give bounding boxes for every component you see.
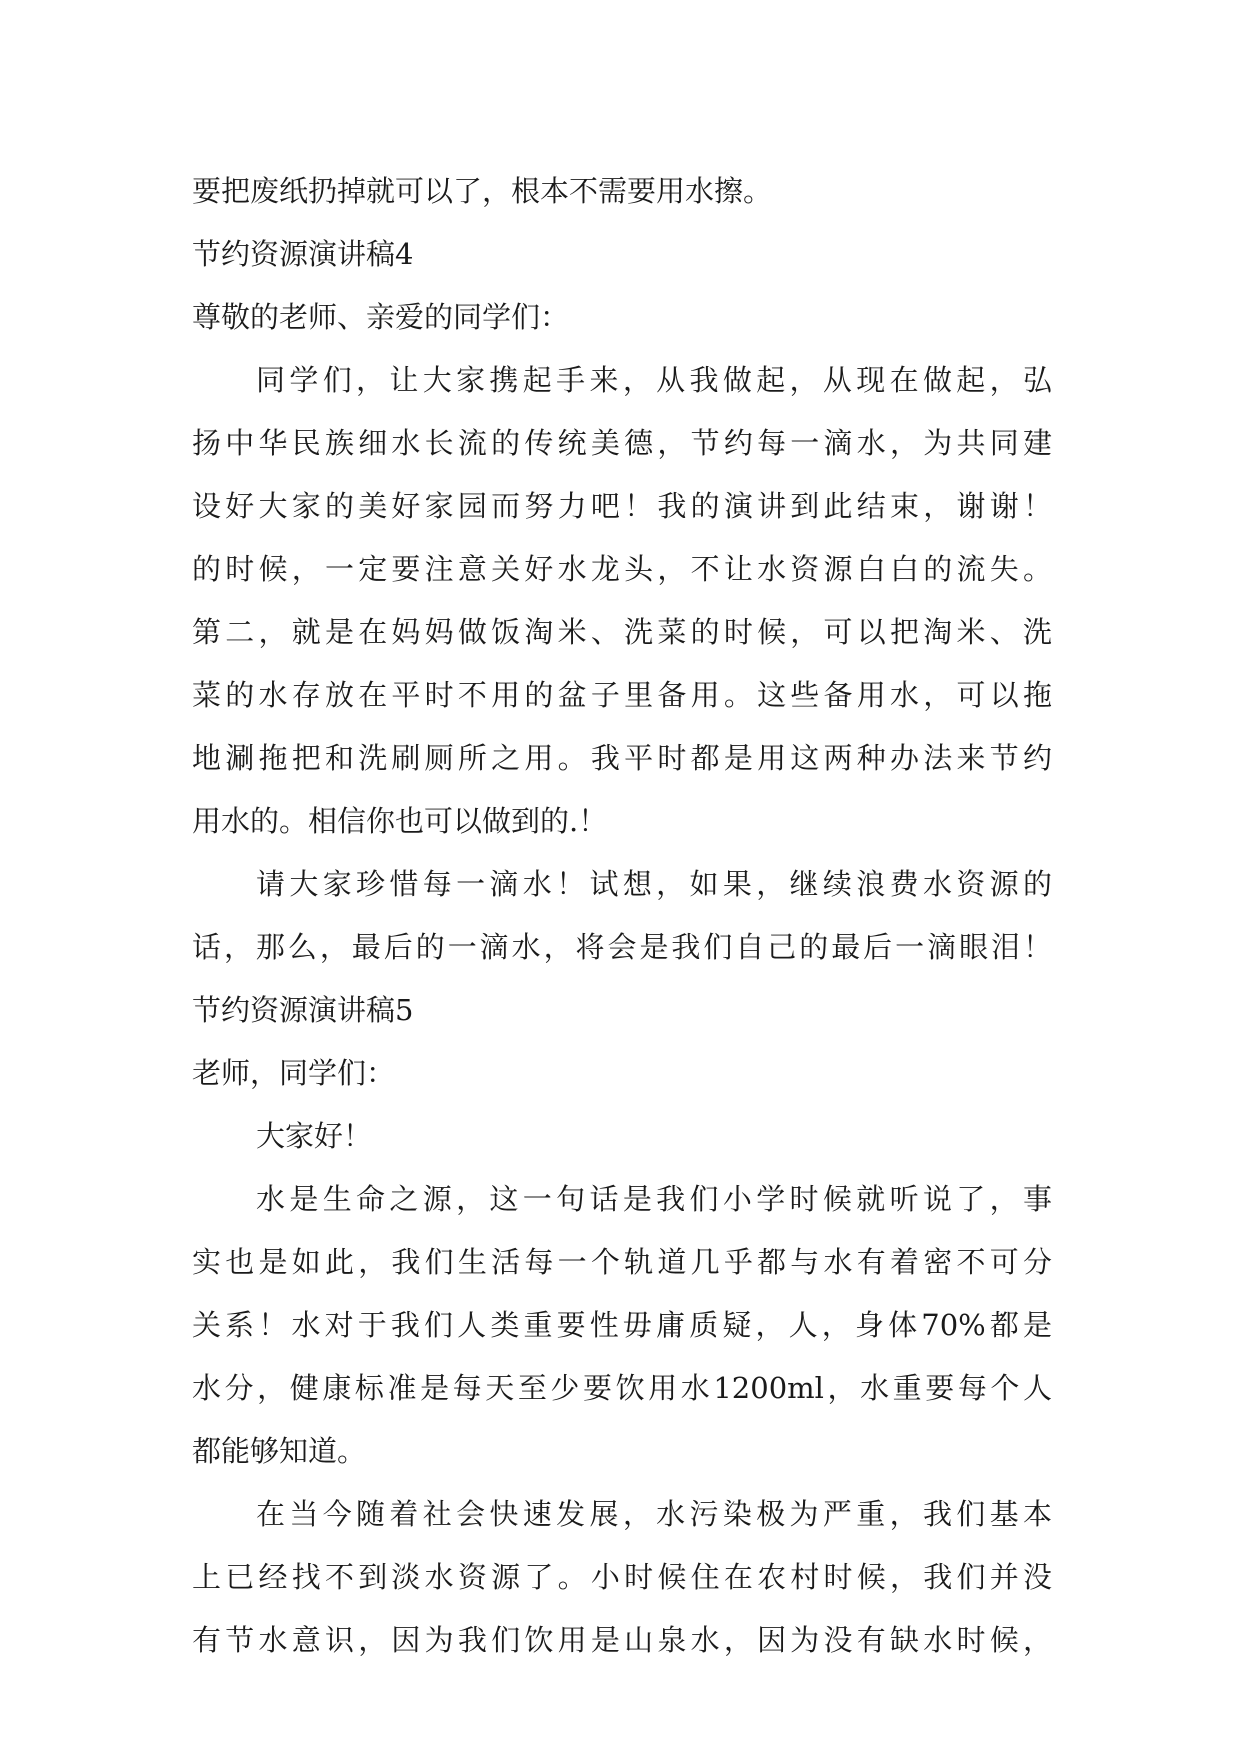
text-line: 扬中华民族细水长流的传统美德，节约每一滴水，为共同建	[192, 426, 1052, 460]
text-line: 地涮拖把和洗刷厕所之用。我平时都是用这两种办法来节约	[192, 741, 1052, 775]
text-line: 第二，就是在妈妈做饭淘米、洗菜的时候，可以把淘米、洗	[192, 615, 1052, 649]
greeting: 大家好！	[256, 1119, 373, 1153]
text-line: 设好大家的美好家园而努力吧！我的演讲到此结束，谢谢！	[192, 489, 1052, 523]
text-line: 要把废纸扔掉就可以了，根本不需要用水擦。	[192, 174, 773, 208]
document-body	[192, 160, 1052, 1672]
salutation: 老师，同学们：	[192, 1056, 396, 1090]
text-line: 菜的水存放在平时不用的盆子里备用。这些备用水，可以拖	[192, 678, 1052, 712]
text-line: 水分，健康标准是每天至少要饮用水1200ml，水重要每个人	[192, 1371, 1052, 1405]
text-line: 实也是如此，我们生活每一个轨道几乎都与水有着密不可分	[192, 1245, 1052, 1279]
text-line: 用水的。相信你也可以做到的.！	[192, 804, 608, 838]
text-line: 有节水意识，因为我们饮用是山泉水，因为没有缺水时候，	[192, 1623, 1052, 1657]
text-line: 关系！水对于我们人类重要性毋庸质疑，人，身体70%都是	[192, 1308, 1052, 1342]
text-line: 上已经找不到淡水资源了。小时候住在农村时候，我们并没	[192, 1560, 1052, 1594]
section-heading: 节约资源演讲稿4	[192, 237, 414, 271]
text-line: 在当今随着社会快速发展，水污染极为严重，我们基本	[256, 1497, 1052, 1531]
salutation: 尊敬的老师、亲爱的同学们：	[192, 300, 570, 334]
text-line: 的时候，一定要注意关好水龙头，不让水资源白白的流失。	[192, 552, 1052, 586]
text-line: 请大家珍惜每一滴水！试想，如果，继续浪费水资源的	[256, 867, 1052, 901]
text-line: 水是生命之源，这一句话是我们小学时候就听说了，事	[256, 1182, 1052, 1216]
text-line: 话，那么，最后的一滴水，将会是我们自己的最后一滴眼泪！	[192, 930, 1052, 964]
section-heading: 节约资源演讲稿5	[192, 993, 414, 1027]
text-line: 同学们，让大家携起手来，从我做起，从现在做起，弘	[256, 363, 1052, 397]
text-line: 都能够知道。	[192, 1434, 367, 1468]
